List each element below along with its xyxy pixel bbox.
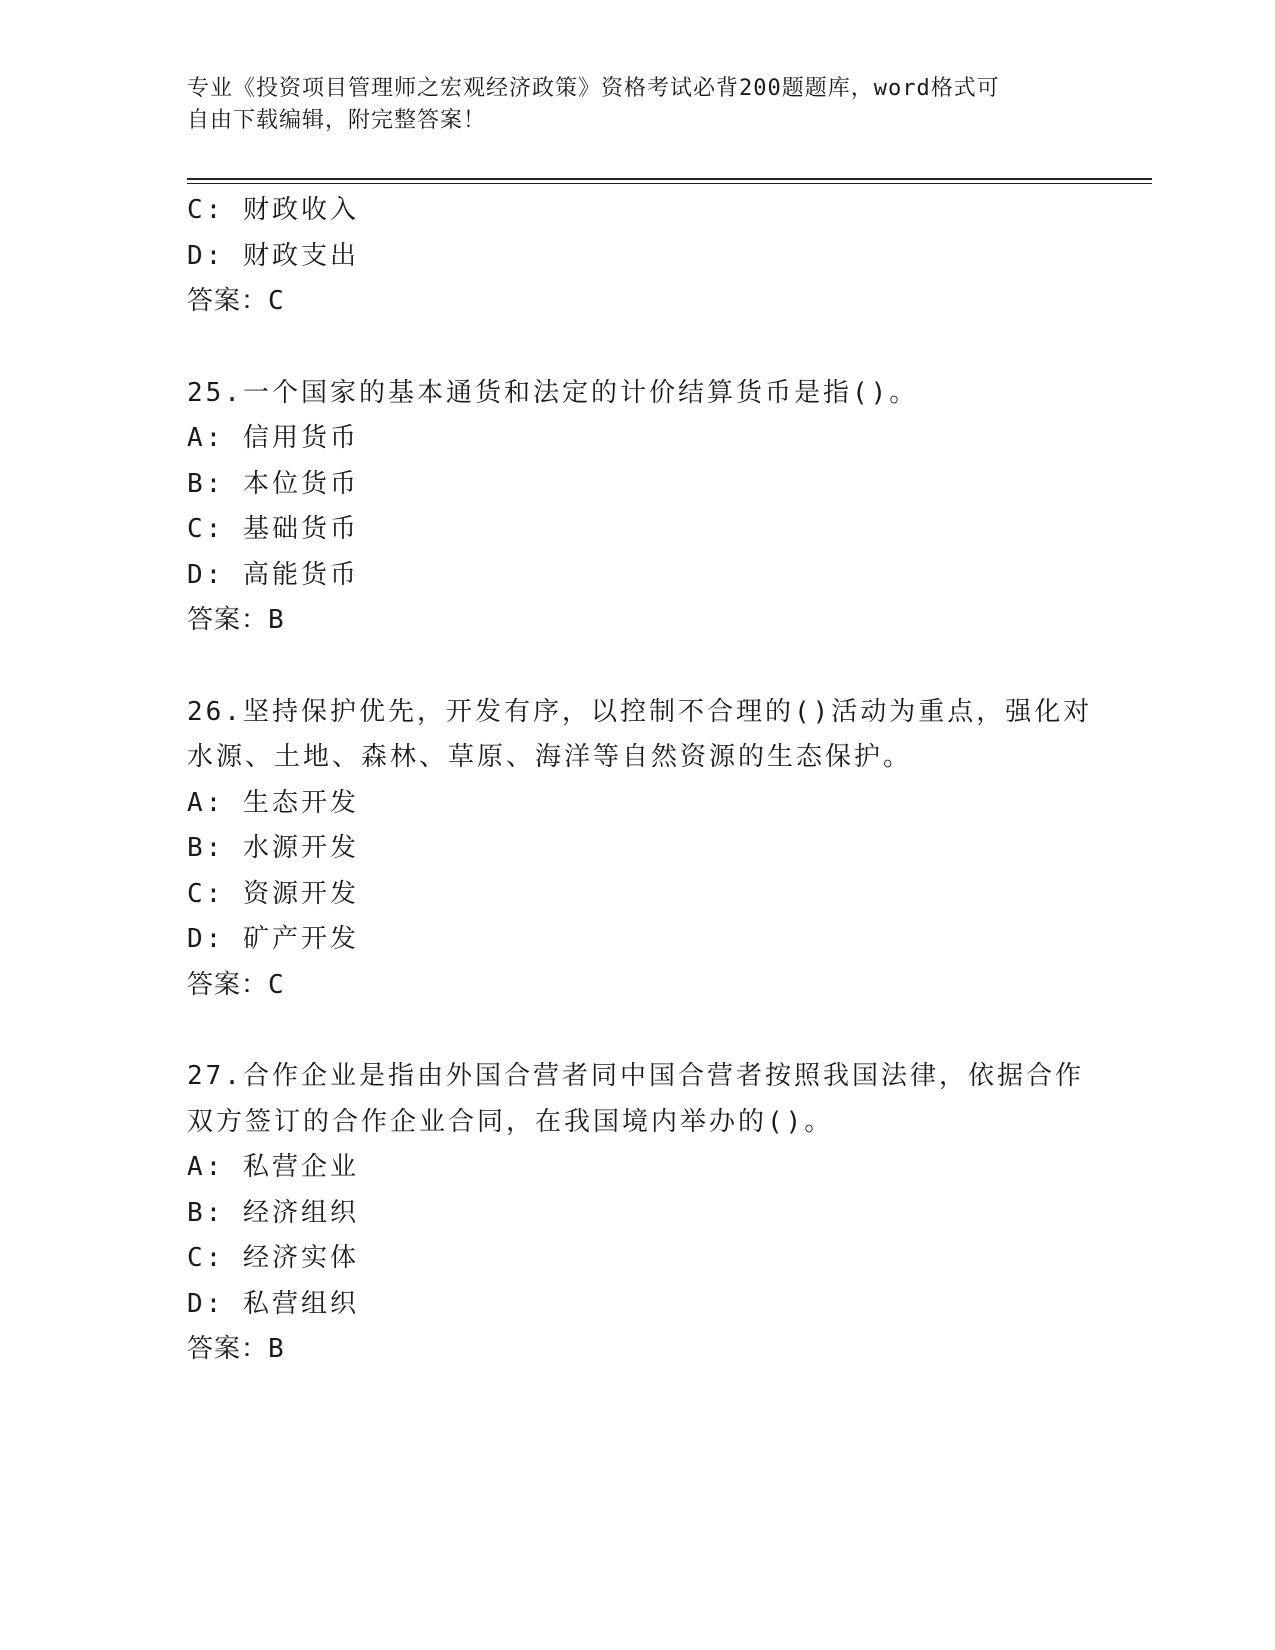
question-text-line-2: 水源、土地、森林、草原、海洋等自然资源的生态保护。	[187, 742, 913, 772]
option-c: C: 财政收入	[187, 195, 359, 225]
header-title-line-1: 专业《投资项目管理师之宏观经济政策》资格考试必背200题题库，word格式可	[187, 76, 1000, 101]
spacer	[187, 325, 1087, 371]
question-text-line-1: 26.坚持保护优先，开发有序，以控制不合理的()活动为重点，强化对	[187, 696, 1093, 727]
question-list	[187, 188, 1093, 1373]
header-divider-thick	[187, 178, 1152, 180]
header-title-line-2: 自由下载编辑，附完整答案！	[187, 108, 487, 133]
answer-line	[187, 963, 1087, 1009]
option-c: C: 基础货币	[187, 514, 359, 544]
answer-line	[187, 1327, 1087, 1373]
question-text: 25.一个国家的基本通货和法定的计价结算货币是指()。	[187, 377, 919, 408]
option-b: B: 本位货币	[187, 468, 359, 499]
question-25	[187, 371, 1087, 644]
answer-label: 答案：	[187, 1334, 269, 1364]
answer-value: C	[268, 286, 285, 316]
question-27	[187, 1054, 1087, 1373]
option-b: B: 水源开发	[187, 833, 359, 863]
question-24-continued	[187, 188, 1087, 325]
option-d: D: 私营组织	[187, 1288, 359, 1319]
option-a: A: 信用货币	[187, 423, 359, 453]
spacer	[187, 1008, 1087, 1054]
answer-value: B	[268, 605, 285, 635]
question-text-line-2: 双方签订的合作企业合同，在我国境内举办的()。	[187, 1106, 834, 1137]
question-26	[187, 690, 1093, 1009]
spacer	[187, 644, 1087, 690]
option-d: D: 矿产开发	[187, 924, 359, 954]
answer-label: 答案：	[187, 605, 269, 635]
answer-line	[187, 598, 1087, 644]
option-a: A: 生态开发	[187, 787, 359, 818]
option-d: D: 高能货币	[187, 559, 359, 590]
answer-value: B	[268, 1334, 285, 1364]
document-header	[187, 73, 1087, 137]
option-c: C: 经济实体	[187, 1243, 359, 1273]
answer-value: C	[268, 969, 285, 1000]
answer-label: 答案：	[187, 969, 269, 1000]
answer-line	[187, 279, 1087, 325]
option-b: B: 经济组织	[187, 1197, 359, 1228]
header-divider-thin	[187, 183, 1152, 184]
answer-label: 答案：	[187, 286, 269, 316]
option-d: D: 财政支出	[187, 240, 359, 271]
question-text-line-1: 27.合作企业是指由外国合营者同中国合营者按照我国法律，依据合作	[187, 1061, 1084, 1091]
option-a: A: 私营企业	[187, 1152, 359, 1182]
option-c: C: 资源开发	[187, 878, 359, 909]
